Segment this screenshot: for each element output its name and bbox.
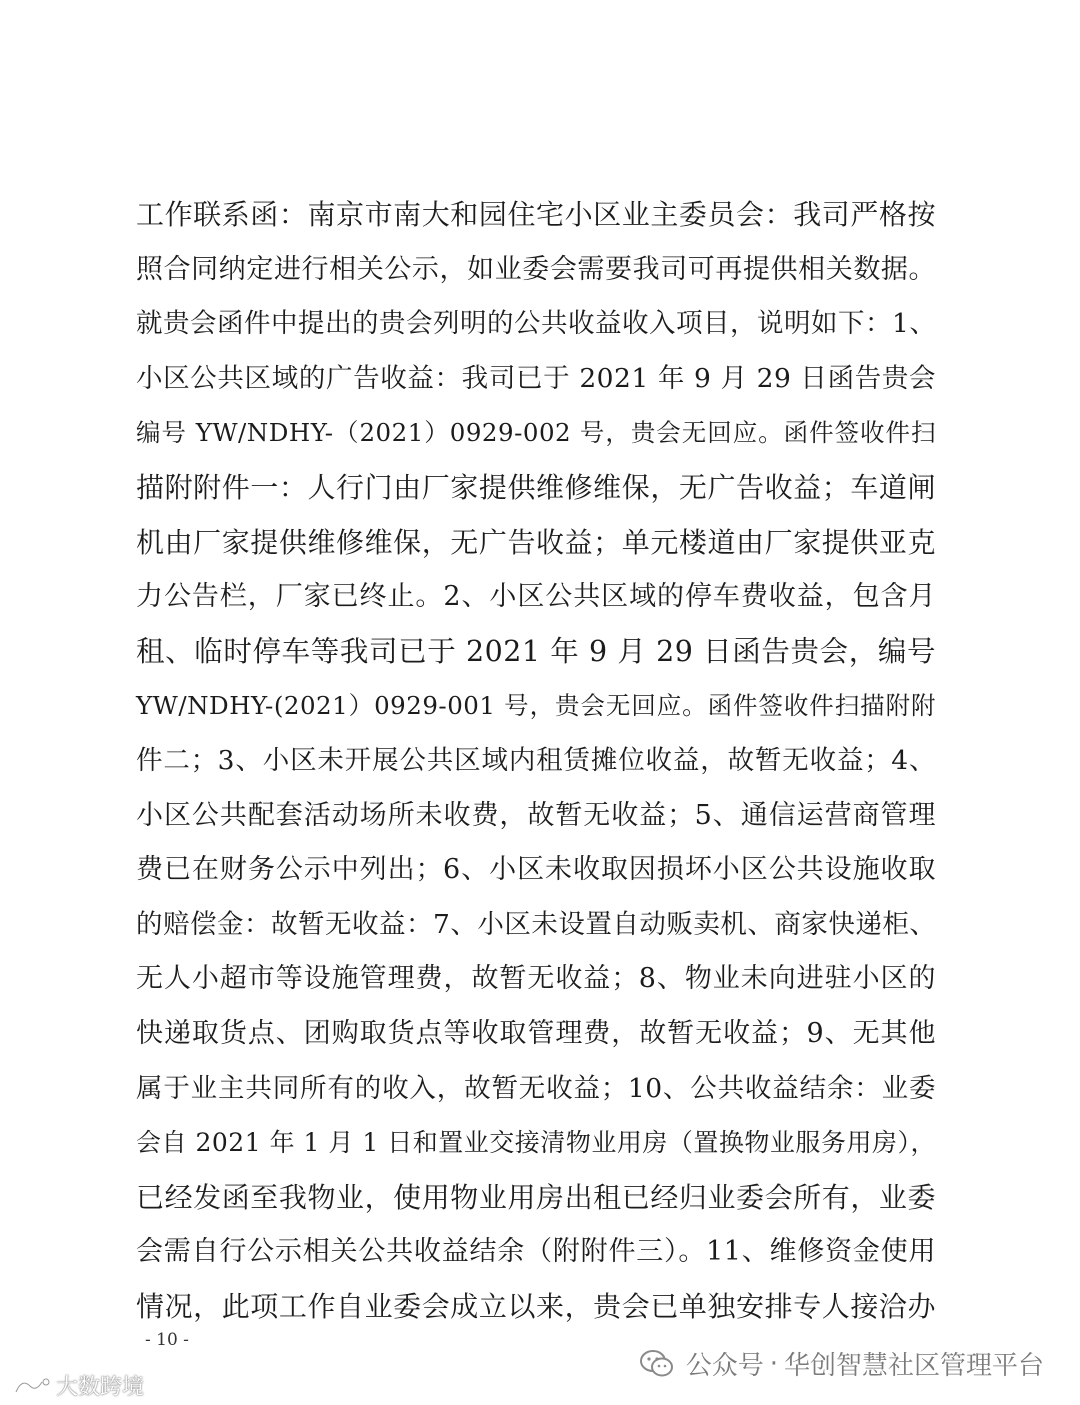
watermark-text: 大数跨境 [56, 1375, 145, 1400]
text-line: 小区公共区域的广告收益：我司已于 2021 年 9 月 29 日函告贵会 [136, 362, 936, 394]
text-line: 的赔偿金：故暂无收益：7、小区未设置自动贩卖机、商家快递柜、 [136, 908, 937, 940]
dashu-logo-icon [12, 1374, 52, 1398]
text-line: 照合同纳定进行相关公示，如业委会需要我司可再提供相关数据。 [136, 253, 936, 285]
text-line: 已经发函至我物业，使用物业用房出租已经归业委会所有，业委 [136, 1180, 936, 1214]
text-line: 描附附件一：人行门由厂家提供维修维保，无广告收益；车道闸 [136, 470, 936, 504]
text-line: 情况，此项工作自业委会成立以来，贵会已单独安排专人接洽办 [136, 1289, 936, 1323]
text-line: 工作联系函：南京市南大和园住宅小区业主委员会：我司严格按 [136, 198, 936, 231]
text-line: 无人小超市等设施管理费，故暂无收益；8、物业未向进驻小区的 [136, 963, 936, 995]
text-line: 编号 YW/NDHY-（2021）0929-002 号，贵会无回应。函件签收件扫 [136, 418, 936, 448]
page-number: - 10 - [145, 1330, 189, 1350]
wechat-label: 公众号 [685, 1351, 764, 1381]
text-line: 件二；3、小区未开展公共区域内租赁摊位收益，故暂无收益；4、 [136, 744, 936, 776]
wechat-account-banner [640, 1345, 1044, 1382]
text-line: 会需自行公示相关公共收益结余（附附件三）。11、维修资金使用 [136, 1236, 936, 1268]
text-line: 就贵会函件中提出的贵会列明的公共收益收入项目，说明如下：1、 [136, 308, 937, 340]
text-line: 属于业主共同所有的收入，故暂无收益；10、公共收益结余：业委 [136, 1072, 936, 1104]
wechat-separator: · [769, 1348, 778, 1379]
text-line: 小区公共配套活动场所未收费，故暂无收益；5、通信运营商管理 [136, 799, 936, 831]
watermark [12, 1370, 144, 1401]
text-line: YW/NDHY-(2021）0929-001 号，贵会无回应。函件签收件扫描附附 [136, 691, 936, 721]
text-line: 会自 2021 年 1 月 1 日和置业交接清物业用房（置换物业服务用房）， [136, 1128, 936, 1158]
text-line: 机由厂家提供维修维保，无广告收益；单元楼道由厂家提供亚克 [136, 525, 936, 559]
letter-body [136, 188, 936, 1334]
text-line: 费已在财务公示中列出；6、小区未收取因损坏小区公共设施收取 [136, 854, 936, 886]
wechat-account-name: 华创智慧社区管理平台 [783, 1351, 1044, 1381]
text-line: 快递取货点、团购取货点等收取管理费，故暂无收益；9、无其他 [136, 1017, 936, 1049]
text-line: 力公告栏，厂家已终止。2、小区公共区域的停车费收益，包含月 [136, 581, 936, 613]
text-line: 租、临时停车等我司已于 2021 年 9 月 29 日函告贵会，编号 [136, 634, 936, 668]
wechat-icon [640, 1349, 674, 1379]
